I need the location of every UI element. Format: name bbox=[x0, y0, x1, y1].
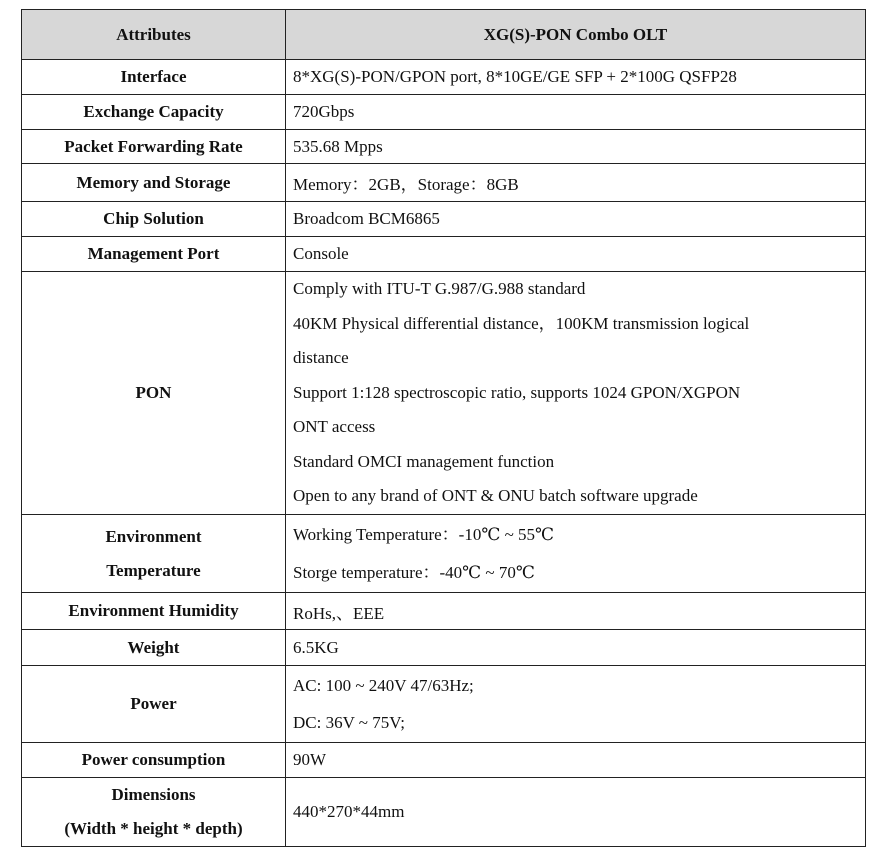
env-temp-label-line: Environment bbox=[105, 526, 202, 546]
label-memory-storage: Memory and Storage bbox=[22, 164, 286, 202]
label-weight: Weight bbox=[22, 630, 286, 666]
label-chip-solution: Chip Solution bbox=[22, 202, 286, 237]
row-management-port bbox=[22, 237, 866, 272]
label-dimensions bbox=[22, 778, 286, 847]
pon-line: Support 1:128 spectroscopic ratio, supports 1024 GPON/XGPON bbox=[293, 382, 741, 402]
row-weight bbox=[22, 630, 866, 666]
dimensions-label-line: Dimensions bbox=[111, 785, 196, 804]
pon-line: distance bbox=[293, 348, 349, 368]
value-power-consumption: 90W bbox=[286, 743, 866, 778]
label-power: Power bbox=[22, 666, 286, 743]
value-weight: 6.5KG bbox=[286, 630, 866, 666]
value-pon bbox=[286, 272, 866, 515]
label-management-port: Management Port bbox=[22, 237, 286, 272]
header-product: XG(S)-PON Combo OLT bbox=[286, 10, 866, 60]
pon-line: ONT access bbox=[293, 417, 376, 437]
row-memory-storage bbox=[22, 164, 866, 202]
env-temp-label-line: Temperature bbox=[106, 560, 201, 580]
value-exchange-capacity: 720Gbps bbox=[286, 95, 866, 130]
label-packet-forwarding: Packet Forwarding Rate bbox=[22, 130, 286, 164]
value-environment-humidity: RoHs,、EEE bbox=[286, 593, 866, 630]
row-dimensions bbox=[22, 778, 866, 847]
row-exchange-capacity bbox=[22, 95, 866, 130]
pon-line: Standard OMCI management function bbox=[293, 451, 555, 471]
value-dimensions: 440*270*44mm bbox=[286, 778, 866, 847]
power-line: DC: 36V ~ 75V; bbox=[293, 713, 405, 732]
value-chip-solution: Broadcom BCM6865 bbox=[286, 202, 866, 237]
label-environment-temperature bbox=[22, 515, 286, 593]
value-interface: 8*XG(S)-PON/GPON port, 8*10GE/GE SFP + 2*100G QSFP28 bbox=[286, 60, 866, 95]
value-memory-storage: Memory：2GB，Storage：8GB bbox=[286, 164, 866, 202]
row-environment-humidity bbox=[22, 593, 866, 630]
row-power-consumption bbox=[22, 743, 866, 778]
label-exchange-capacity: Exchange Capacity bbox=[22, 95, 286, 130]
dimensions-label-line: (Width * height * depth) bbox=[64, 819, 243, 838]
row-pon bbox=[22, 272, 866, 515]
row-interface bbox=[22, 60, 866, 95]
header-attributes: Attributes bbox=[22, 10, 286, 60]
label-power-consumption: Power consumption bbox=[22, 743, 286, 778]
value-environment-temperature bbox=[286, 515, 866, 593]
value-packet-forwarding: 535.68 Mpps bbox=[286, 130, 866, 164]
row-packet-forwarding bbox=[22, 130, 866, 164]
pon-line: 40KM Physical differential distance，100KM transmission logical bbox=[293, 313, 750, 333]
temperature-line: Storge temperature：-40℃ ~ 70℃ bbox=[293, 562, 535, 582]
temperature-line: Working Temperature：-10℃ ~ 55℃ bbox=[293, 524, 555, 544]
label-pon: PON bbox=[22, 272, 286, 515]
power-line: AC: 100 ~ 240V 47/63Hz; bbox=[293, 676, 474, 695]
table-header-row bbox=[22, 10, 866, 60]
value-power bbox=[286, 666, 866, 743]
pon-line: Comply with ITU-T G.987/G.988 standard bbox=[293, 279, 586, 299]
label-environment-humidity: Environment Humidity bbox=[22, 593, 286, 630]
row-chip-solution bbox=[22, 202, 866, 237]
row-environment-temperature bbox=[22, 515, 866, 593]
pon-line: Open to any brand of ONT & ONU batch software upgrade bbox=[293, 486, 698, 506]
spec-table bbox=[21, 9, 866, 847]
row-power bbox=[22, 666, 866, 743]
label-interface: Interface bbox=[22, 60, 286, 95]
value-management-port: Console bbox=[286, 237, 866, 272]
